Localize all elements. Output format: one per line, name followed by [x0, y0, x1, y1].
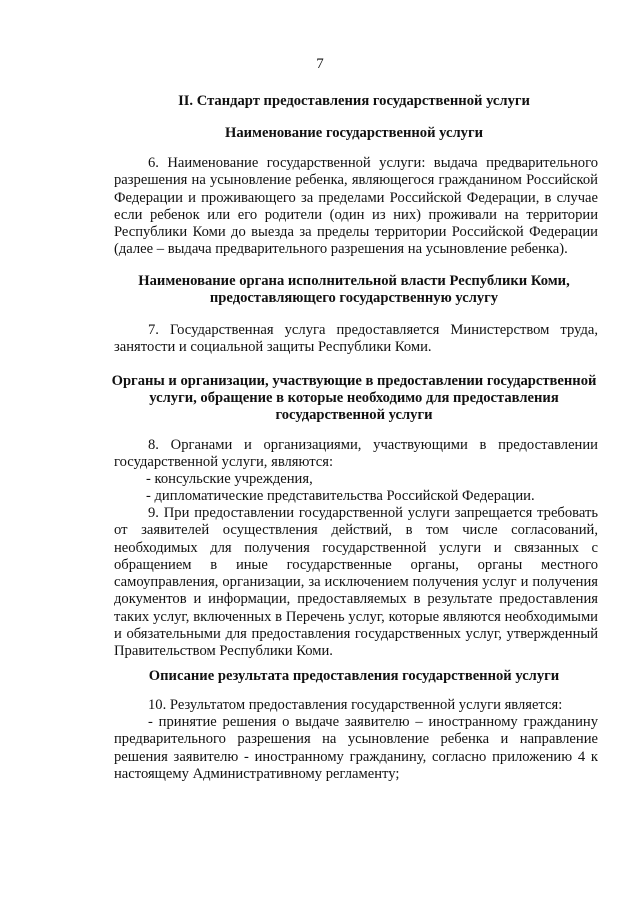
- heading-result: Описание результата предоставления государственной услуги: [148, 668, 560, 684]
- paragraph-8-item-consulates: - консульские учреждения,: [146, 471, 313, 487]
- paragraph-9-text: 9. При предоставлении государственной услуги запрещается требовать от заявителей осуществления действий, в том числе согласований, необходимых для получения государственной услуги и связанных с обращением в иные государственные органы, органы местного самоуправления, организации, за исключением получения услуг и получения документов и информации, предоставляемых в результате предоставления таких услуг, включенных в Перечень услуг, которые являются необходимыми и обязательными для предоставления государственных услуг, утвержденный Правительством Республики Коми.: [114, 505, 598, 660]
- heading-participating-orgs-line-2: услуги, обращение в которые необходимо для предоставления: [149, 390, 559, 406]
- heading-service-name: Наименование государственной услуги: [225, 125, 483, 141]
- paragraph-6: [114, 155, 598, 259]
- paragraph-8-text: 8. Органами и организациями, участвующими в предоставлении государственной услуги, являются:: [114, 437, 598, 471]
- heading-executive-body-line-2: предоставляющего государственную услугу: [209, 290, 499, 306]
- heading-executive-body-line-1: Наименование органа исполнительной власти Республики Коми,: [138, 273, 570, 289]
- paragraph-6-text: 6. Наименование государственной услуги: выдача предварительного разрешения на усыновление ребенка, являющегося гражданином Российской Федерации и проживающего за пределами Российской Федерации, в случае если ребенок или его родители (один из них) проживали на территории Республики Коми до выезда за пределы территории Российской Федерации (далее – выдача предварительного разрешения на усыновление ребенка).: [114, 155, 598, 258]
- paragraph-10-item-1: [114, 714, 598, 783]
- heading-participating-orgs-line-1: Органы и организации, участвующие в предоставлении государственной: [111, 373, 597, 389]
- paragraph-8-item-diplomatic: - дипломатические представительства Российской Федерации.: [146, 488, 535, 504]
- page-number: 7: [316, 56, 324, 72]
- paragraph-7-text: 7. Государственная услуга предоставляется Министерством труда, занятости и социальной защиты Республики Коми.: [114, 322, 598, 356]
- paragraph-9: [114, 505, 598, 661]
- heading-participating-orgs: [100, 373, 608, 424]
- paragraph-10-text: 10. Результатом предоставления государственной услуги является:: [148, 697, 563, 713]
- heading-executive-body: [100, 273, 608, 307]
- paragraph-10: [114, 697, 598, 714]
- paragraph-10-item-1-text: - принятие решения о выдаче заявителю – иностранному гражданину предварительного разрешения на усыновление ребенка и направление решения заявителю - иностранному гражданину, согласно приложению 4 к настоящему Административному регламенту;: [114, 714, 598, 782]
- paragraph-8: [114, 437, 598, 472]
- paragraph-7: [114, 322, 598, 357]
- section-title: II. Стандарт предоставления государственной услуги: [178, 93, 530, 109]
- heading-participating-orgs-line-3: государственной услуги: [275, 407, 433, 423]
